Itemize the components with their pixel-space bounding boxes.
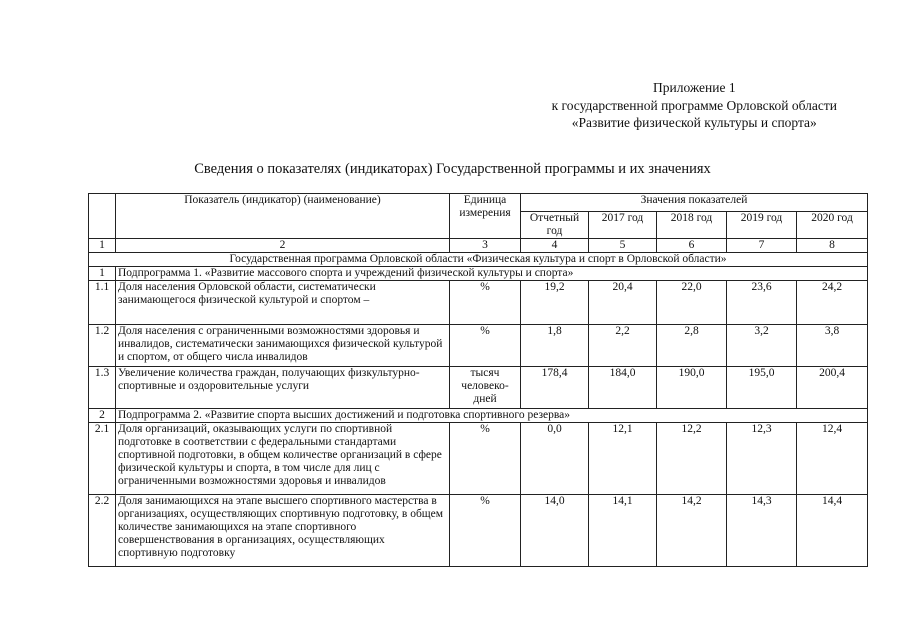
value-2018: 22,0	[657, 281, 727, 325]
col-number: 5	[589, 239, 657, 253]
col-number: 4	[521, 239, 589, 253]
value-2017: 14,1	[589, 495, 657, 567]
value-2020: 12,4	[797, 423, 868, 495]
value-2019: 23,6	[727, 281, 797, 325]
value-2020: 14,4	[797, 495, 868, 567]
header-values-group: Значения показателей	[521, 194, 868, 212]
header-indicator: Показатель (индикатор) (наименование)	[116, 194, 450, 239]
appendix-line-1: Приложение 1	[652, 80, 736, 95]
row-indicator: Доля населения с ограниченными возможностями здоровья и инвалидов, систематически занимающихся физической культурой и спортом, от общего числа инвалидов	[116, 325, 450, 367]
row-unit: %	[450, 325, 521, 367]
value-2017: 20,4	[589, 281, 657, 325]
table-row	[89, 423, 868, 495]
header-report-year: Отчетный год	[521, 212, 589, 239]
table-row	[89, 281, 868, 325]
row-unit: %	[450, 281, 521, 325]
col-number: 3	[450, 239, 521, 253]
col-number: 1	[89, 239, 116, 253]
col-number: 7	[727, 239, 797, 253]
row-indicator: Доля населения Орловской области, систематически занимающегося физической культурой и спортом –	[116, 281, 450, 325]
row-indicator: Доля организаций, оказывающих услуги по спортивной подготовке в соответствии с федеральными стандартами спортивной подготовки, в общем количестве организаций в сфере физической культуры и спорта, в том числе для лиц с ограниченными возможностями здоровья и инвалидов	[116, 423, 450, 495]
subprogram-title: Подпрограмма 2. «Развитие спорта высших достижений и подготовка спортивного резерва»	[116, 409, 868, 423]
value-2018: 14,2	[657, 495, 727, 567]
program-title-row	[89, 253, 868, 267]
value-2019: 195,0	[727, 367, 797, 409]
column-number-row	[89, 239, 868, 253]
row-num: 1.2	[89, 325, 116, 367]
row-num: 2.1	[89, 423, 116, 495]
row-indicator: Доля занимающихся на этапе высшего спортивного мастерства в организациях, осуществляющих спортивную подготовку, в общем количестве занимающихся на этапе спортивного совершенствования в организациях, осуществляющих спортивную подготовку	[116, 495, 450, 567]
subprogram-num: 1	[89, 267, 116, 281]
col-number: 8	[797, 239, 868, 253]
value-2019: 14,3	[727, 495, 797, 567]
table-row	[89, 367, 868, 409]
header-unit: Единица измерения	[450, 194, 521, 239]
value-report-year: 14,0	[521, 495, 589, 567]
appendix-line-2: к государственной программе Орловской области	[551, 97, 837, 113]
value-report-year: 1,8	[521, 325, 589, 367]
value-2020: 200,4	[797, 367, 868, 409]
subprogram-row	[89, 267, 868, 281]
value-2018: 2,8	[657, 325, 727, 367]
value-2020: 3,8	[797, 325, 868, 367]
value-2020: 24,2	[797, 281, 868, 325]
indicators-table	[88, 193, 868, 567]
value-2018: 12,2	[657, 423, 727, 495]
header-num-cell	[89, 194, 116, 239]
row-indicator: Увеличение количества граждан, получающих физкультурно-спортивные и оздоровительные услуги	[116, 367, 450, 409]
value-2019: 3,2	[727, 325, 797, 367]
header-row-1	[89, 194, 868, 212]
value-report-year: 0,0	[521, 423, 589, 495]
subprogram-title: Подпрограмма 1. «Развитие массового спорта и учреждений физической культуры и спорта»	[116, 267, 868, 281]
table-row	[89, 495, 868, 567]
header-2020: 2020 год	[797, 212, 868, 239]
value-2017: 12,1	[589, 423, 657, 495]
row-unit: %	[450, 423, 521, 495]
value-2017: 184,0	[589, 367, 657, 409]
value-report-year: 19,2	[521, 281, 589, 325]
row-num: 1.3	[89, 367, 116, 409]
col-number: 6	[657, 239, 727, 253]
subprogram-row	[89, 409, 868, 423]
row-unit: %	[450, 495, 521, 567]
document-heading: Сведения о показателях (индикаторах) Государственной программы и их значениях	[194, 161, 711, 177]
row-num: 1.1	[89, 281, 116, 325]
value-2019: 12,3	[727, 423, 797, 495]
program-title: Государственная программа Орловской области «Физическая культура и спорт в Орловской области»	[89, 253, 868, 267]
header-2019: 2019 год	[727, 212, 797, 239]
col-number: 2	[116, 239, 450, 253]
value-2018: 190,0	[657, 367, 727, 409]
table-row	[89, 325, 868, 367]
value-report-year: 178,4	[521, 367, 589, 409]
header-2018: 2018 год	[657, 212, 727, 239]
appendix-block	[552, 79, 837, 132]
value-2017: 2,2	[589, 325, 657, 367]
header-2017: 2017 год	[589, 212, 657, 239]
row-num: 2.2	[89, 495, 116, 567]
row-unit: тысяч человеко-дней	[450, 367, 521, 409]
appendix-line-3: «Развитие физической культуры и спорта»	[571, 115, 817, 130]
subprogram-num: 2	[89, 409, 116, 423]
